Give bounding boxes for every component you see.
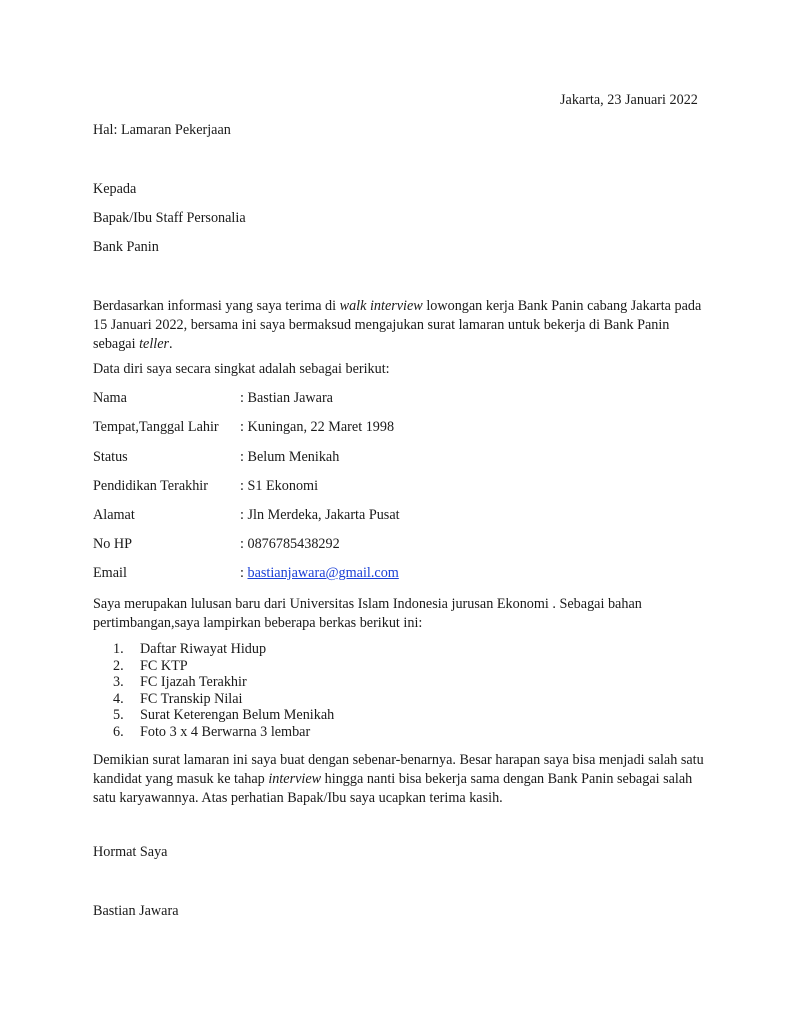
list-number: 5. (113, 707, 124, 723)
data-value: : Kuningan, 22 Maret 1998 (240, 419, 395, 435)
recipient-to: Bapak/Ibu Staff Personalia (93, 210, 246, 226)
list-number: 1. (113, 641, 124, 657)
list-number: 2. (113, 657, 124, 674)
list-text: FC Transkip Nilai (140, 690, 243, 707)
email-prefix: : (240, 565, 248, 581)
email-value (240, 565, 399, 582)
list-item (113, 707, 334, 724)
data-value: : 0876785438292 (240, 536, 340, 552)
data-label: Email (93, 565, 127, 581)
list-item (113, 724, 334, 741)
list-number: 4. (113, 690, 124, 707)
data-value: : S1 Ekonomi (240, 478, 319, 494)
closing-italic: interview (268, 771, 322, 787)
data-label: Alamat (93, 507, 135, 523)
list-text: FC KTP (140, 657, 188, 674)
attachment-list (113, 641, 334, 740)
closing-salutation: Hormat Saya (93, 844, 168, 860)
list-item (113, 691, 334, 708)
opening-text-1: Berdasarkan informasi yang saya terima di (93, 298, 340, 314)
data-label: Tempat,Tanggal Lahir (93, 419, 219, 435)
list-item (113, 658, 334, 675)
education-paragraph: Saya merupakan lulusan baru dari Universitas Islam Indonesia jurusan Ekonomi . Sebagai bahan pertimbangan,saya lampirkan beberapa berkas berikut ini: (93, 596, 642, 631)
opening-text-2: lowongan kerja Bank Panin cabang Jakarta pada 15 Januari 2022, bersama ini saya bermaksud mengajukan surat lamaran untuk bekerja di Bank Panin sebagai (93, 298, 702, 352)
data-value: : Jln Merdeka, Jakarta Pusat (240, 507, 400, 523)
closing-text-2: hingga nanti bisa bekerja sama dengan Bank Panin sebagai salah satu karyawannya. Atas perhatian Bapak/Ibu saya ucapkan terima kasih. (93, 771, 693, 806)
recipient-kepada: Kepada (93, 181, 137, 197)
closing-paragraph (93, 751, 713, 808)
signature-name: Bastian Jawara (93, 903, 179, 919)
data-label: Status (93, 449, 128, 465)
data-label: No HP (93, 536, 133, 552)
email-link[interactable]: bastianjawara@gmail.com (247, 565, 399, 581)
list-item (113, 674, 334, 691)
closing-text-1: Demikian surat lamaran ini saya buat dengan sebenar-benarnya. Besar harapan saya bisa menjadi salah satu kandidat yang masuk ke tahap (93, 752, 704, 787)
list-text: Daftar Riwayat Hidup (140, 641, 267, 657)
opening-text-3: . (169, 336, 173, 352)
list-text: Surat Keterengan Belum Menikah (140, 707, 335, 723)
opening-italic-2: teller (139, 336, 170, 352)
list-number: 6. (113, 723, 124, 740)
letter-date: Jakarta, 23 Januari 2022 (560, 92, 698, 108)
list-number: 3. (113, 674, 124, 690)
letter-subject: Hal: Lamaran Pekerjaan (93, 122, 231, 138)
data-value: : Bastian Jawara (240, 390, 333, 406)
list-text: Foto 3 x 4 Berwarna 3 lembar (140, 723, 311, 740)
opening-italic-1: walk interview (339, 298, 423, 314)
data-label: Nama (93, 390, 127, 406)
opening-paragraph (93, 297, 713, 354)
list-text: FC Ijazah Terakhir (140, 674, 247, 690)
data-value: : Belum Menikah (240, 449, 340, 465)
recipient-company: Bank Panin (93, 239, 159, 255)
list-item (113, 641, 334, 658)
data-label: Pendidikan Terakhir (93, 478, 208, 494)
personal-data-intro: Data diri saya secara singkat adalah sebagai berikut: (93, 361, 390, 377)
